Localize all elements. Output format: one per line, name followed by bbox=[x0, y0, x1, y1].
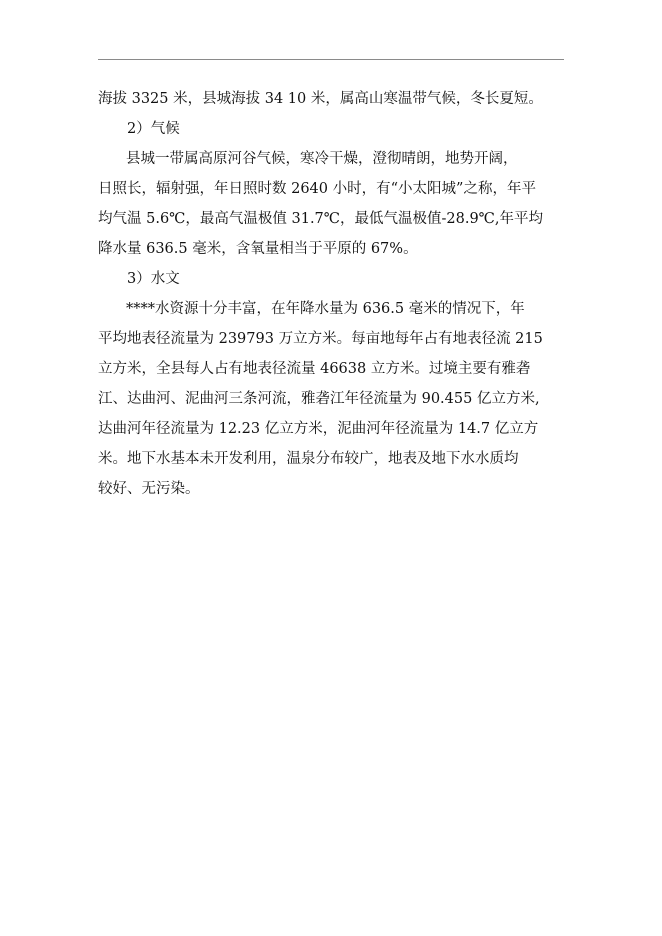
paragraph-line: 降水量 636.5 毫米，含氧量相当于平原的 67%。 bbox=[98, 241, 418, 257]
header-rule bbox=[98, 59, 564, 60]
section-heading-climate: 2）气候 bbox=[127, 121, 180, 137]
paragraph-line: 日照长，辐射强，年日照时数 2640 小时，有“小太阳城”之称，年平 bbox=[98, 181, 536, 197]
paragraph-line: 米。地下水基本未开发利用，温泉分布较广，地表及地下水水质均 bbox=[98, 451, 519, 467]
paragraph-line: 达曲河年径流量为 12.23 亿立方米，泥曲河年径流量为 14.7 亿立方 bbox=[98, 421, 539, 437]
paragraph-line: 立方米，全县每人占有地表径流量 46638 立方米。过境主要有雅砻 bbox=[98, 361, 531, 377]
paragraph-line: ****水资源十分丰富，在年降水量为 636.5 毫米的情况下，年 bbox=[126, 301, 525, 317]
document-body bbox=[98, 84, 566, 504]
paragraph-line: 较好、无污染。 bbox=[98, 481, 200, 497]
section-heading-hydrology: 3）水文 bbox=[127, 271, 180, 287]
paragraph-line: 县城一带属高原河谷气候，寒冷干燥，澄彻晴朗，地势开阔， bbox=[126, 151, 518, 167]
paragraph-line: 江、达曲河、泥曲河三条河流，雅砻江年径流量为 90.455 亿立方米, bbox=[98, 391, 540, 407]
paragraph-line: 均气温 5.6℃，最高气温极值 31.7℃，最低气温极值-28.9℃,年平均 bbox=[98, 211, 544, 227]
body-line: 海拔 3325 米，县城海拔 34 10 米，属高山寒温带气候，冬长夏短。 bbox=[98, 91, 543, 107]
paragraph-line: 平均地表径流量为 239793 万立方米。每亩地每年占有地表径流 215 bbox=[98, 331, 543, 347]
